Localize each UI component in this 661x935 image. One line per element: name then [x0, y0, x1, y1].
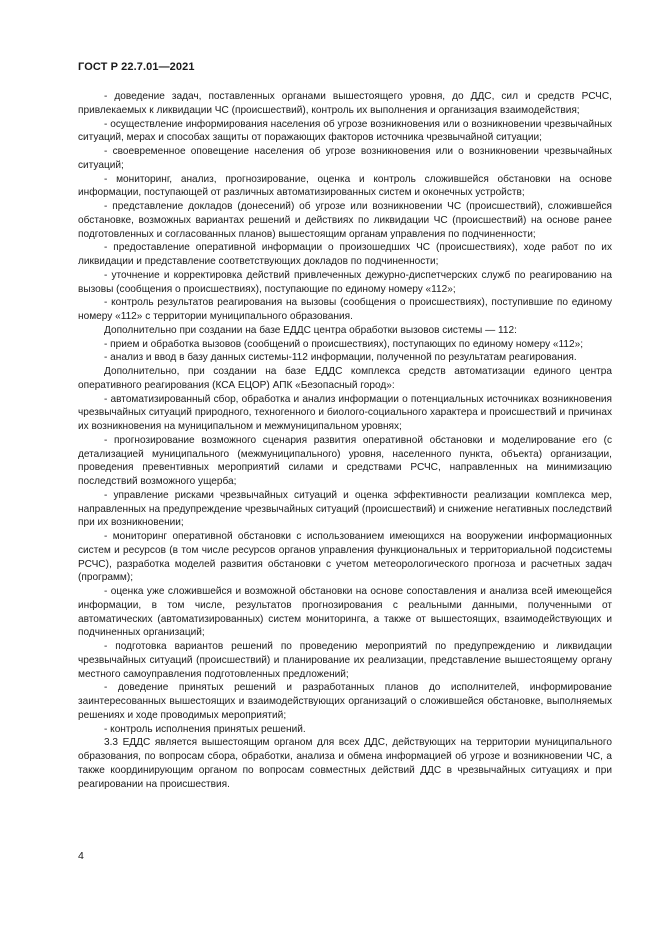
paragraph: - прием и обработка вызовов (сообщений о происшествиях), поступающих по единому номеру «112»; [104, 338, 584, 350]
paragraph: - контроль результатов реагирования на вызовы (сообщения о происшествиях), поступившие по единому номеру «112» с территории муниципального образования. [78, 297, 612, 322]
paragraph: - прогнозирование возможного сценария развития оперативной обстановки и моделирование его (с детализацией муниципального (межмуниципального) уровня, населенного пункта, объекта) организации, проведения превентивных мероприятий силами и средствами РСЧС, направленных на минимизацию последствий возможного ущерба; [78, 434, 612, 487]
paragraph: - доведение задач, поставленных органами вышестоящего уровня, до ДДС, сил и средств РСЧС, привлекаемых к ликвидации ЧС (происшествий), контроль их выполнения и организация взаимодействия; [78, 91, 612, 116]
paragraph: - контроль исполнения принятых решений. [104, 723, 306, 735]
paragraph: - мониторинг оперативной обстановки с использованием имеющихся на вооружении информационных систем и ресурсов (в том числе ресурсов органов управления функциональных и территориальной подсистемы РСЧС), разработка моделей развития обстановки с учетом метеорологического прогноза и расчетных задач (программ); [78, 531, 612, 584]
paragraph: Дополнительно при создании на базе ЕДДС центра обработки вызовов системы — 112: [104, 324, 517, 336]
paragraph: - осуществление информирования населения об угрозе возникновения или о возникновении чрезвычайных ситуаций, мерах и способах защиты от поражающих факторов источника чрезвычайной ситуации; [78, 118, 612, 144]
paragraph: - доведение принятых решений и разработанных планов до исполнителей, информирование заинтересованных вышестоящих и взаимодействующих организаций о сложившейся обстановке, выполняемых решениях и ходе проводимых мероприятий; [78, 682, 612, 721]
paragraph: - своевременное оповещение населения об угрозе возникновения или о возникновении чрезвычайных ситуаций; [78, 146, 612, 171]
document-body [78, 90, 612, 791]
paragraph: - мониторинг, анализ, прогнозирование, оценка и контроль сложившейся обстановки на основе информации, поступающей от различных автоматизированных систем и оконечных устройств; [78, 173, 612, 199]
paragraph: - оценка уже сложившейся и возможной обстановки на основе сопоставления и анализа всей имеющейся информации, в том числе, результатов прогнозирования с реальными данными, полученными от автоматических (автоматизированных) систем мониторинга, а также от вышестоящих, взаимодействующих и подчиненных организаций; [78, 586, 612, 639]
page-number: 4 [78, 850, 84, 862]
paragraph: - уточнение и корректировка действий привлеченных дежурно-диспетчерских служб по реагированию на вызовы (сообщения о происшествиях), поступающие по единому номеру «112»; [78, 269, 612, 295]
paragraph: 3.3 ЕДДС является вышестоящим органом для всех ДДС, действующих на территории муниципального образования, по вопросам сбора, обработки, анализа и обмена информацией об угрозе и возникновении ЧС, а также координирующим органом по вопросам совместных действий ДДС в чрезвычайных ситуациях и при реагировании на происшествия. [78, 737, 612, 790]
paragraph: - автоматизированный сбор, обработка и анализ информации о потенциальных источниках возникновения чрезвычайных ситуаций природного, техногенного и биолого-социального характера и происшествий и причинах их возникновения на муниципальном и межмуниципальном уровнях; [78, 393, 612, 432]
paragraph: - управление рисками чрезвычайных ситуаций и оценка эффективности реализации комплекса мер, направленных на предупреждение чрезвычайных ситуаций (происшествий) и снижение негативных последствий при их возникновении; [78, 489, 612, 529]
paragraph: - предоставление оперативной информации о произошедших ЧС (происшествиях), ходе работ по их ликвидации и представление соответствующих докладов по подчиненности; [78, 242, 612, 267]
paragraph: Дополнительно, при создании на базе ЕДДС комплекса средств автоматизации единого центра оперативного реагирования (КСА ЕЦОР) АПК «Безопасный город»: [78, 366, 612, 391]
paragraph: - анализ и ввод в базу данных системы-112 информации, полученной по результатам реагирования. [104, 352, 577, 364]
paragraph: - подготовка вариантов решений по проведению мероприятий по предупреждению и ликвидации чрезвычайных ситуаций (происшествий) и планирование их реализации, представление вышестоящему органу местного самоуправления подготовленных предложений; [78, 641, 612, 680]
document-header: ГОСТ Р 22.7.01—2021 [78, 61, 195, 73]
paragraph: - представление докладов (донесений) об угрозе или возникновении ЧС (происшествий), сложившейся обстановке, возможных вариантах решений и действиях по ликвидации ЧС (происшествий) на основе ранее подготовленных и согласованных планов) вышестоящим органам управления по подчиненности; [78, 201, 612, 240]
